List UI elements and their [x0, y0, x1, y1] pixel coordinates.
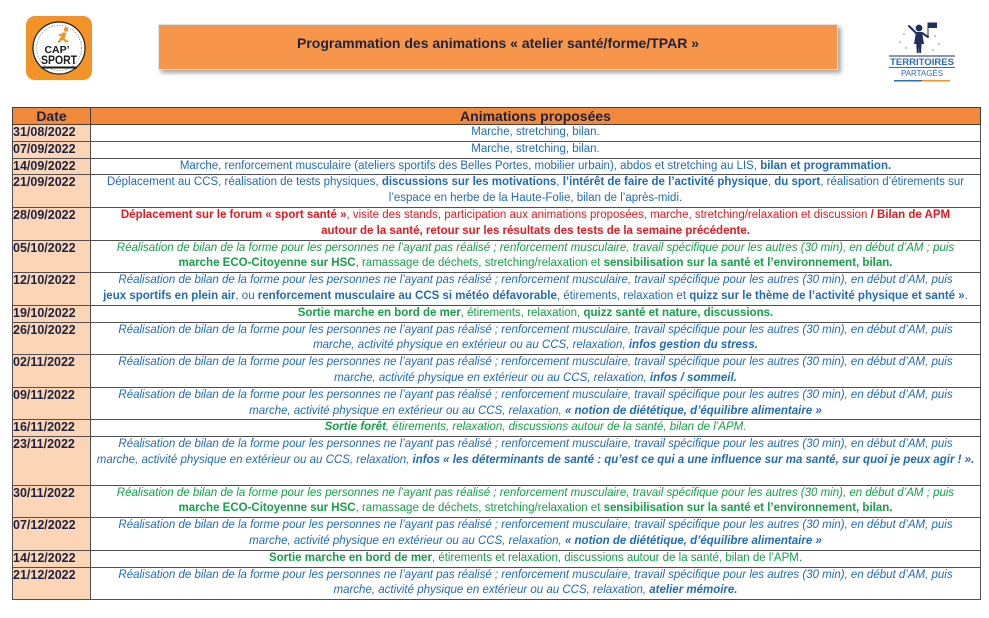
animation-line: [91, 534, 980, 550]
animation-line: [91, 323, 980, 339]
animation-text-bold: quizz santé et nature, discussions.: [583, 306, 774, 319]
animation-line: [91, 273, 980, 289]
animation-text: Réalisation de bilan de la forme pour les personnes ne l’ayant pas réalisé ; renforcement musculaire, travail spécifique pour les autres (30 min), en début d’AM, puis: [118, 388, 953, 401]
animation-text: Marche, stretching, bilan.: [471, 126, 600, 138]
animation-text: , étirements, relaxation, discussions autour de la santé, bilan de l’APM.: [385, 421, 747, 434]
animation-line: [91, 159, 980, 175]
animation-text: , étirements, relaxation,: [460, 306, 584, 319]
animation-text: ,: [767, 176, 775, 189]
animation-text: Réalisation de bilan de la forme pour les personnes ne l’ayant pas réalisé ; renforcement musculaire, travail spécifique pour les autres (30 min), en début d’AM, puis: [118, 274, 953, 287]
animation-text: Marche, stretching, bilan.: [471, 142, 600, 155]
animation-text-bold: atelier mémoire.: [649, 584, 738, 597]
animation-line: [91, 256, 980, 272]
animation-cell: [91, 175, 981, 208]
animation-text-bold: infos gestion du stress.: [628, 339, 758, 352]
animation-text: Réalisation de bilan de la forme pour les personnes ne l’ayant pas réalisé ; renforcement musculaire, travail spécifique pour les autres (30 min), en début d’AM, puis: [118, 568, 953, 581]
table-row: [13, 322, 981, 355]
date-cell: 26/10/2022: [13, 322, 91, 355]
date-cell: 30/11/2022: [13, 485, 91, 518]
animation-text: , visite des stands, participation aux animations proposées, marche, stretching/relaxation et discussion: [346, 208, 871, 221]
animation-text: .: [964, 289, 968, 302]
animation-text: Déplacement au CCS, réalisation de tests physiques,: [106, 176, 382, 189]
table-row: [13, 355, 981, 388]
animation-text-bold: Déplacement sur le forum « sport santé »: [120, 208, 347, 221]
table-row: [13, 175, 981, 208]
animation-text-bold: Sortie marche en bord de mer: [297, 306, 461, 319]
date-cell: 23/11/2022: [13, 437, 91, 485]
animation-text: , ou: [235, 289, 258, 302]
animation-text-bold: Sortie marche en bord de mer: [268, 551, 432, 564]
animation-cell: [91, 240, 981, 273]
animation-text-bold: autour de la santé, retour sur les résultats des tests de la semaine précédente.: [321, 224, 750, 237]
animation-line: [91, 568, 980, 584]
date-cell: 12/10/2022: [13, 273, 91, 306]
title-banner: [158, 24, 838, 70]
animation-text-bold: Sortie forêt: [324, 421, 386, 434]
animation-line: [91, 371, 980, 387]
animation-text: Marche, renforcement musculaire (ateliers sportifs des Belles Portes, mobilier urbain), abdos et stretching au LIS,: [179, 159, 761, 172]
logo-text-sport: SPORT: [41, 53, 78, 67]
date-cell: 31/08/2022: [13, 125, 91, 142]
animation-cell: [91, 322, 981, 355]
animation-text: ,: [556, 176, 563, 189]
animation-cell: [91, 125, 981, 142]
animation-text: , réalisation d’étirements sur: [820, 176, 965, 189]
table-row: [13, 125, 981, 142]
animation-text-bold: bilan et programmation.: [760, 159, 892, 172]
animation-line: [91, 191, 980, 207]
animation-text: marche, activité physique en extérieur ou au CCS, relaxation,: [249, 534, 565, 547]
animation-text: marche, activité physique en extérieur ou au CCS, relaxation,: [313, 339, 629, 352]
table-row: [13, 420, 981, 437]
animation-text: , ramassage de déchets, stretching/relaxation et: [355, 257, 604, 270]
logo-text-partages: PARTAGÉS: [901, 68, 944, 78]
animation-cell: [91, 207, 981, 240]
animation-line: [91, 289, 980, 305]
table-row: [13, 141, 981, 158]
table-row: [13, 240, 981, 273]
date-cell: 07/12/2022: [13, 518, 91, 551]
logo-text-cap: CAP’: [44, 44, 70, 56]
animation-line: [91, 338, 980, 354]
territoires-partages-logo: [886, 22, 958, 90]
animation-line: [91, 142, 980, 158]
table-row: [13, 550, 981, 567]
animation-cell: [91, 355, 981, 388]
animation-line: [91, 486, 980, 502]
table-row: [13, 158, 981, 175]
date-cell: 05/10/2022: [13, 240, 91, 273]
animation-text: l’espace en herbe de la Haute-Folie, bilan de l’après-midi.: [388, 192, 683, 205]
animation-line: [91, 518, 980, 534]
column-header-date: Date: [13, 108, 91, 125]
table-row: [13, 305, 981, 322]
animation-line: [91, 551, 980, 567]
animation-text: Réalisation de bilan de la forme pour les personnes ne l’ayant pas réalisé ; renforcement musculaire, travail spécifique pour les autres (30 min), en début d’AM, puis: [118, 519, 953, 532]
animation-text: marche, activité physique en extérieur ou au CCS, relaxation,: [96, 453, 413, 466]
table-body: [13, 125, 981, 600]
flag-bearer-icon: [899, 23, 940, 54]
animation-text-bold: jeux sportifs en plein air: [103, 289, 236, 302]
table-row: [13, 518, 981, 551]
animation-text-bold: sensibilisation sur la santé et l’environnement, bilan.: [603, 257, 893, 270]
date-cell: 19/10/2022: [13, 305, 91, 322]
animation-text-bold: marche ECO-Citoyenne sur HSC: [178, 257, 356, 270]
animation-line: [91, 388, 980, 404]
table-row: [13, 387, 981, 420]
animation-line: [91, 501, 980, 517]
table-row: [13, 567, 981, 600]
animation-line: [91, 583, 980, 599]
animation-line: [91, 208, 980, 224]
animation-text: Réalisation de bilan de la forme pour les personnes ne l’ayant pas réalisé ; renforcement musculaire, travail spécifique pour les autres (30 min), en début d’AM, puis: [118, 323, 953, 336]
date-cell: 07/09/2022: [13, 141, 91, 158]
animation-line: [91, 224, 980, 240]
date-cell: 02/11/2022: [13, 355, 91, 388]
animation-cell: [91, 158, 981, 175]
cap-sport-logo: [26, 16, 92, 80]
schedule-table: [12, 107, 981, 600]
date-cell: 14/09/2022: [13, 158, 91, 175]
date-cell: 16/11/2022: [13, 420, 91, 437]
date-cell: 21/12/2022: [13, 567, 91, 600]
animation-cell: [91, 420, 981, 437]
animation-text-bold: quizz sur le thème de l’activité physique et santé »: [689, 289, 965, 302]
animation-line: [91, 404, 980, 420]
animation-text: Réalisation de bilan de la forme pour les personnes ne l’ayant pas réalisé ; renforcement musculaire, travail spécifique pour les autres (30 min), en début d’AM, puis: [118, 356, 953, 369]
table-header-row: [13, 108, 981, 125]
page-title: Programmation des animations « atelier santé/forme/TPAR »: [297, 35, 699, 51]
animation-line: [91, 453, 980, 469]
animation-text: marche, activité physique en extérieur ou au CCS, relaxation,: [333, 584, 650, 597]
animation-cell: [91, 273, 981, 306]
table-row: [13, 437, 981, 485]
animation-line: [91, 420, 980, 436]
animation-text-bold: renforcement musculaire au CCS si météo défavorable: [257, 289, 557, 302]
animation-line: [91, 125, 980, 141]
date-cell: 28/09/2022: [13, 207, 91, 240]
animation-text: marche, activité physique en extérieur ou au CCS, relaxation,: [249, 404, 565, 417]
animation-text-bold: discussions sur les motivations: [381, 176, 557, 189]
animation-line: [91, 306, 980, 322]
animation-cell: [91, 518, 981, 551]
animation-cell: [91, 567, 981, 600]
animation-text-bold: l’intérêt de faire de l’activité physique: [562, 176, 768, 189]
animation-text-bold: « notion de diététique, d’équilibre alimentaire »: [564, 404, 822, 417]
animation-line: [91, 241, 980, 257]
date-cell: 21/09/2022: [13, 175, 91, 208]
animation-text-bold: du sport: [774, 176, 821, 189]
table-row: [13, 207, 981, 240]
animation-text: Réalisation de bilan de la forme pour les personnes ne l’ayant pas réalisé ; renforcement musculaire, travail spécifique pour les autres (30 min), en début d’AM ; puis: [116, 486, 955, 499]
date-cell: 14/12/2022: [13, 550, 91, 567]
animation-line: [91, 437, 980, 453]
animation-line: [91, 469, 980, 485]
animation-text-bold: « notion de diététique, d’équilibre alimentaire »: [564, 534, 822, 547]
animation-text: marche, activité physique en extérieur ou au CCS, relaxation,: [334, 371, 650, 384]
animation-text-bold: infos « les déterminants de santé : qu’est ce qui a une influence sur ma santé, sur quoi je peux agir ! ».: [412, 453, 975, 466]
logo-text-territoires: TERRITOIRES: [890, 57, 954, 68]
column-header-animations: Animations proposées: [91, 108, 981, 125]
animation-text-bold: infos / sommeil.: [649, 371, 737, 384]
animation-text: , étirements et relaxation, discussions autour de la santé, bilan de l’APM.: [431, 551, 803, 564]
animation-line: [91, 175, 980, 191]
animation-text-bold: / Bilan de APM: [870, 208, 951, 221]
date-cell: 09/11/2022: [13, 387, 91, 420]
animation-cell: [91, 305, 981, 322]
animation-line: [91, 355, 980, 371]
table-row: [13, 485, 981, 518]
animation-text-bold: marche ECO-Citoyenne sur HSC: [178, 502, 356, 515]
animation-cell: [91, 437, 981, 485]
animation-text: , ramassage de déchets, stretching/relaxation et: [355, 502, 604, 515]
animation-cell: [91, 387, 981, 420]
animation-cell: [91, 485, 981, 518]
animation-text: , étirements, relaxation et: [556, 289, 690, 302]
animation-text: Réalisation de bilan de la forme pour les personnes ne l’ayant pas réalisé ; renforcement musculaire, travail spécifique pour les autres (30 min), en début d’AM, puis: [118, 438, 953, 451]
table-row: [13, 273, 981, 306]
animation-cell: [91, 141, 981, 158]
animation-text-bold: sensibilisation sur la santé et l’environnement, bilan.: [603, 502, 893, 515]
animation-cell: [91, 550, 981, 567]
animation-text: Réalisation de bilan de la forme pour les personnes ne l’ayant pas réalisé ; renforcement musculaire, travail spécifique pour les autres (30 min), en début d’AM ; puis: [116, 241, 955, 254]
